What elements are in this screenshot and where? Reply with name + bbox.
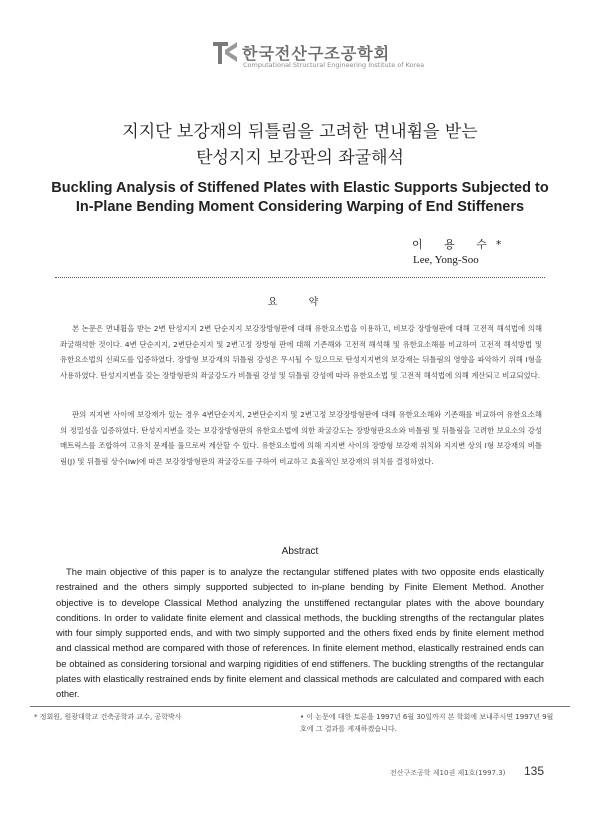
society-emblem-icon <box>212 40 238 66</box>
society-name-english: Computational Structural Engineering Institute of Korea <box>243 61 425 69</box>
summary-paragraph-2: 판의 지지변 사이에 보강재가 있는 경우 4변단순지지, 2변단순지지 및 2변고정 보강장방형판에 대해 유한요소해와 기존해를 비교하여 유한요소해의 정밀성을 입증하였다. 탄성지지변을 갖는 보강장방형판의 유한요소법에 의한 좌굴강도는 장방형판요소와 비틀림 및 뒤틀림을 고려한 보요소의 강성매트릭스를 조합하여 고유치 문제를 풀므로써 계산할 수 있다. 유한요소법에 의해 지지변 사이의 장방형 보강재 위치와 지지변 상의 I형 보강재의 비틀림(J) 및 뒤틀림 상수(Iw)에 따른 보강장방형판의 좌굴강도를 구하여 비교하고 효율적인 보강재의 위치를 결정하였다. <box>60 410 542 466</box>
title-korean-line-2: 탄성지지 보강판의 좌굴해석 <box>196 148 404 168</box>
abstract-heading: Abstract <box>281 546 319 557</box>
author-affiliation-footnote: * 정회원, 원광대학교 건축공학과 교수, 공학박사 <box>34 713 182 721</box>
society-logo <box>212 40 425 70</box>
summary-heading: 요 약 <box>267 297 333 308</box>
summary-paragraph-1: 본 논문은 면내휨을 받는 2변 탄성지지 2변 단순지지 보강장방형판에 대해 유한요소법을 이용하고, 비보강 장방형판에 대해 고전적 해석법에 의해 좌굴해석한 것이다. 4변 단순지지, 2변단순지지 및 2변고정 장방형 판에 대해 기존해와 고전적 해석해 및 유한요소해를 비교하여 고전적 해석방법 및 유한요소법의 신뢰도를 입증하였다. 장방형 보강재의 뒤틀림 강성은 무시될 수 있으므로 탄성지지변의 보강재는 뒤틀림의 영향을 파악하기 위해 I형을 사용하였다. 탄성지지변을 갖는 장방형판의 좌굴강도가 비틀림 강성 및 뒤틀림 강성에 따라 유한요소법 및 고전적 해석법에 의해 계산되고 비교되었다. <box>60 324 542 380</box>
page-number: 135 <box>524 764 545 778</box>
title-english-line-2: In-Plane Bending Moment Considering Warping of End Stiffeners <box>75 199 525 215</box>
title-english-line-1: Buckling Analysis of Stiffened Plates with Elastic Supports Subjected to <box>51 180 549 196</box>
abstract-body: The main objective of this paper is to analyze the rectangular stiffened plates with two opposite ends elastically restrained and the others simply supported subjected to in-plane bending by Finite Element Method. Another objective is to develope Classical Method analyzing the unstiffened rectangular plates with the above boundary conditions. In order to validate finite element and classical methods, the buckling strengths of the rectangular plates with four simply supported ends, and with two simply supported and the others fixed ends by finite element method and classical method are compared with those of references. In finite element method, elastically restrained ends can be obtained as considering torsional and warping rigidities of end stiffeners. The buckling strengths of the rectangular plates with elastically restrained ends by finite element and classical methods are calculated and compared with each other. <box>56 566 544 700</box>
journal-reference: 전산구조공학 제10권 제1호(1997.3) <box>390 769 506 777</box>
author-name-english: Lee, Yong-Soo <box>413 254 479 266</box>
society-name-korean: 한국전산구조공학회 <box>242 44 391 63</box>
discussion-notice-footnote: • 이 논문에 대한 토론을 1997년 6월 30일까지 본 학회에 보내주시면 1997년 9월호에 그 결과를 게재하겠습니다. <box>300 713 554 733</box>
author-name-korean: 이 용 수* <box>412 238 511 251</box>
footnote-divider <box>30 706 570 707</box>
title-korean-line-1: 지지단 보강재의 뒤틀림을 고려한 면내휨을 받는 <box>122 122 478 142</box>
section-divider <box>55 277 545 278</box>
